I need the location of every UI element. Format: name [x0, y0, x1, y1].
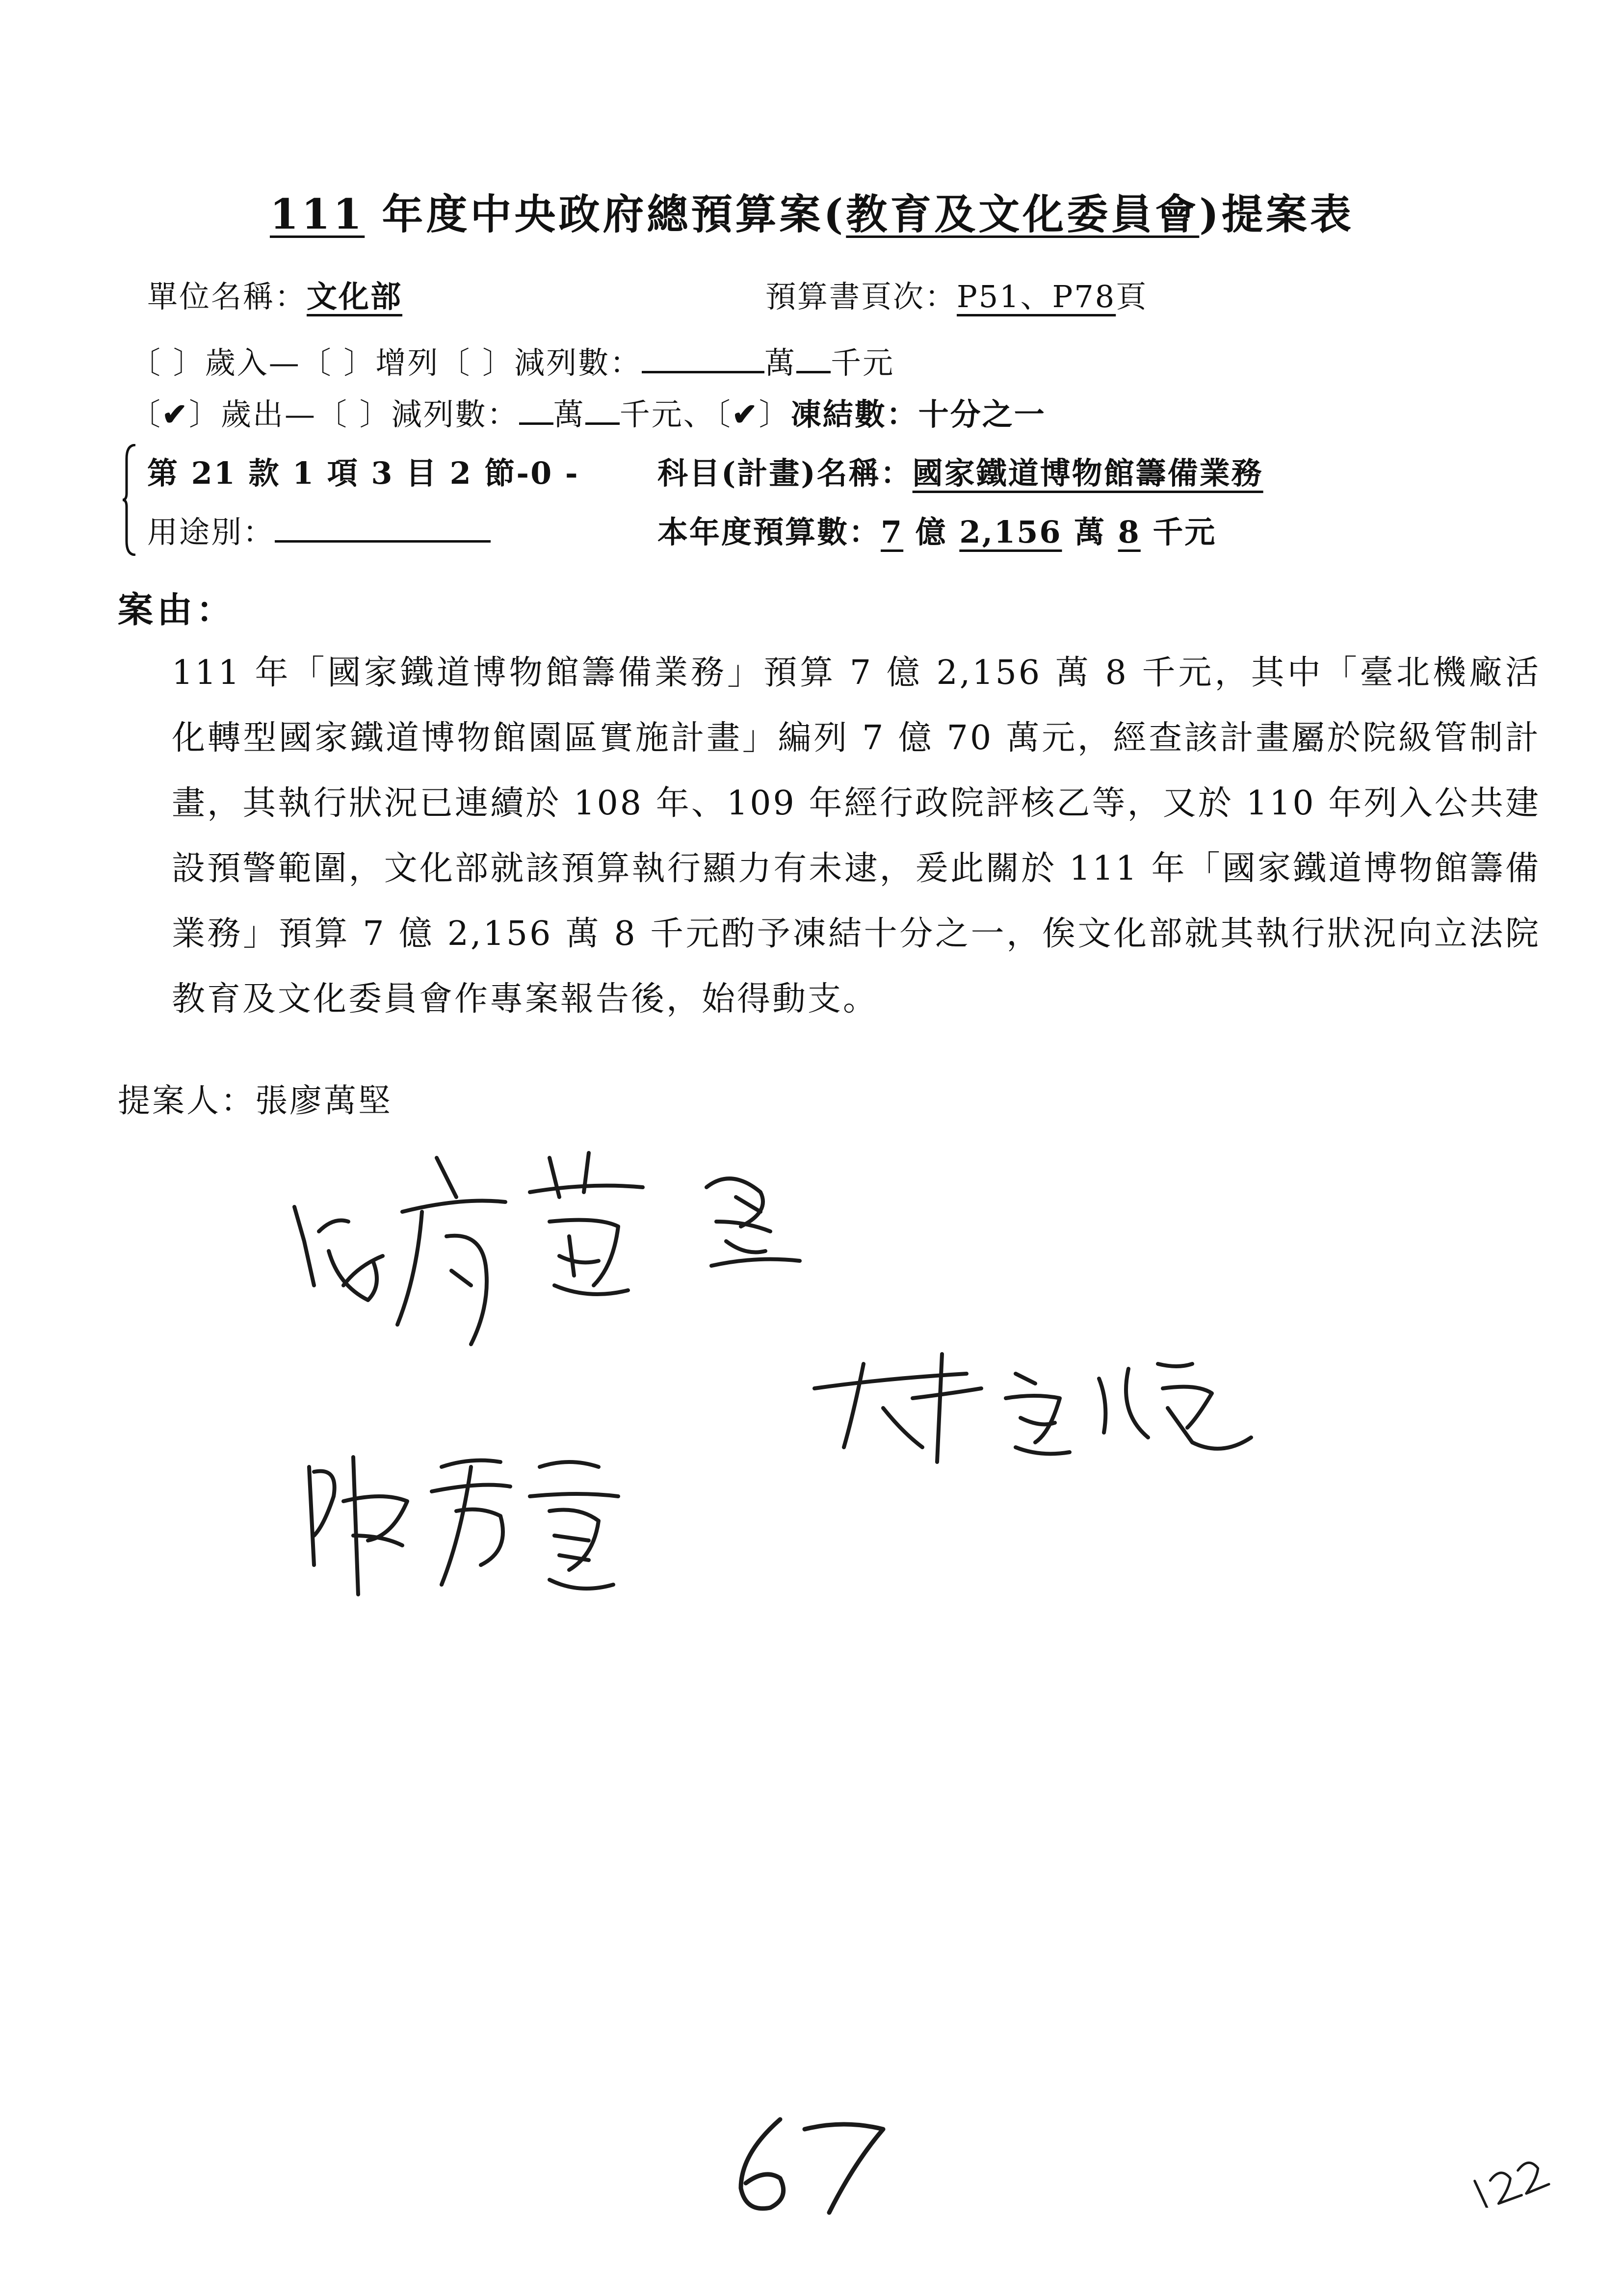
amount-blank-4 — [585, 395, 620, 425]
qianyuan-unit: 千元 — [1140, 514, 1217, 550]
document-title — [0, 182, 1624, 241]
amount-blank-3 — [519, 395, 553, 425]
use-row — [147, 508, 491, 551]
page-ref-suffix: 頁 — [1116, 279, 1148, 314]
wan-label: 萬 — [764, 345, 797, 381]
bracket-open: 〔 — [130, 396, 162, 432]
qianyuan-label-2: 千元、〔 — [619, 396, 732, 432]
page-ref-value: P51、P78 — [957, 279, 1116, 314]
page-ref-label: 預算書頁次： — [765, 279, 957, 314]
subject-label: 科目(計畫)名稱： — [657, 455, 913, 491]
freeze-label: 凍結數：十分之一 — [790, 396, 1046, 432]
title-tail: )提案表 — [1199, 190, 1355, 238]
corner-note — [1467, 2154, 1555, 2208]
use-blank — [275, 513, 491, 543]
amount-blank-1 — [642, 343, 764, 373]
title-committee: 教育及文化委員會 — [846, 190, 1200, 238]
budget-row — [657, 508, 1216, 551]
yi-unit: 億 — [903, 514, 960, 550]
title-text: 年度中央政府總預算案( — [365, 190, 846, 238]
brace-icon — [122, 444, 136, 556]
amount-blank-2 — [796, 343, 831, 373]
proposer: 提案人：張廖萬堅 — [118, 1082, 393, 1120]
unit-label: 單位名稱： — [147, 279, 307, 314]
handwritten-page-number — [721, 2110, 898, 2222]
checkmark-icon: ✔ — [732, 396, 759, 432]
use-label: 用途別： — [147, 514, 275, 550]
page-ref-row — [765, 272, 1148, 316]
signature-chen-xiubao — [294, 1437, 667, 1614]
qianyuan-label: 千元 — [831, 345, 895, 381]
checkmark-icon: ✔ — [162, 396, 189, 432]
bracket-close: 〕 — [759, 396, 791, 432]
title-year: 111 — [269, 190, 365, 238]
revenue-label: 〔 〕歲入—〔 〕增列〔 〕減列數： — [130, 345, 642, 381]
revenue-line — [130, 339, 894, 382]
case-text: 111 年「國家鐵道博物館籌備業務」預算 7 億 2,156 萬 8 千元，其中「臺北機廠活化轉型國家鐵道博物館園區實施計畫」編列 7 億 70 萬元，經查該計畫屬於院級管制計畫，其執行狀況已連續於 108 年、109 年經行政院評核乙等，又於 110 年列入公共建設預警範圍，文化部就該預算執行顯力有未逮，爰此關於 111 年「國家鐵道博物館籌備業務」預算 7 億 2,156 萬 8 千元酌予凍結十分之一，俟文化部就其執行狀況向立法院教育及文化委員會作專案報告後，始得動支。 — [172, 653, 1541, 1018]
expenditure-line — [130, 390, 1046, 434]
signature-lin-yijin — [805, 1334, 1276, 1482]
signature-zhangliao-wanjian — [275, 1138, 893, 1393]
case-label: 案由： — [118, 589, 236, 630]
wan-label-2: 萬 — [553, 396, 585, 432]
budget-wan-value: 2,156 — [959, 514, 1062, 550]
subject-value: 國家鐵道博物館籌備業務 — [912, 455, 1263, 491]
budget-label: 本年度預算數： — [657, 514, 881, 550]
wan-unit: 萬 — [1062, 514, 1118, 550]
expenditure-label: 〕歲出—〔 〕減列數： — [188, 396, 519, 432]
subject-row — [657, 449, 1263, 493]
unit-value: 文化部 — [307, 279, 403, 314]
budget-qian-value: 8 — [1118, 514, 1141, 550]
unit-row — [147, 272, 402, 316]
section-label: 第 21 款 1 項 3 目 2 節-0 - — [147, 455, 579, 491]
budget-yi-value: 7 — [881, 514, 904, 550]
